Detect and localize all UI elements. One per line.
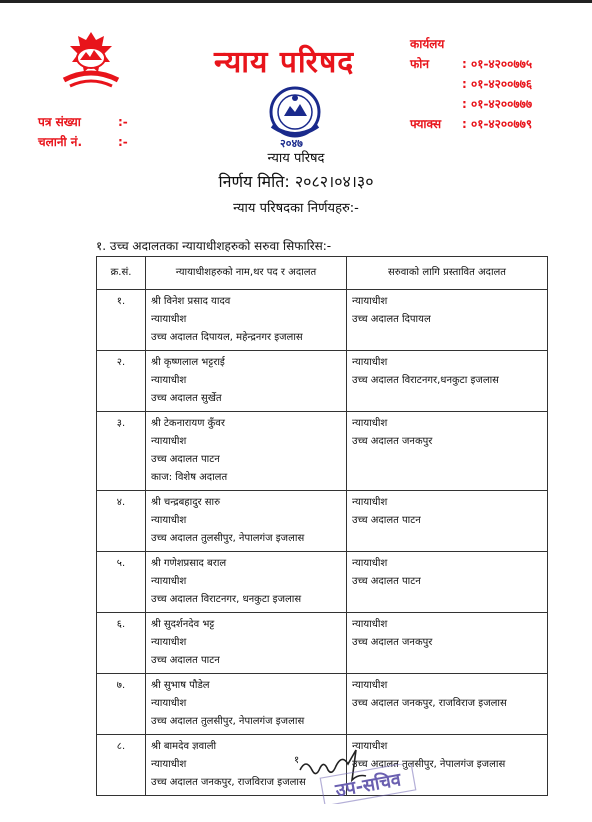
judge-cell [146,290,347,351]
page-number: १ [294,755,300,766]
table-row [97,290,548,351]
phone-label: फोन [410,57,430,71]
judge-name: श्री सुदर्शनदेव भट्ट [151,619,215,630]
judge-extra: काज: विशेष अदालत [151,472,228,483]
serial-number: ५. [97,552,146,613]
patra-label: पत्र संख्या [38,115,81,129]
judge-cell [146,491,347,552]
serial-number: ६. [97,613,146,674]
judge-name: श्री सुभाष पौडेल [151,680,210,691]
judge-name: श्री टेकनारायण कुँवर [151,418,225,429]
seal-year: २०४७ [280,137,303,150]
phone-row [410,74,532,94]
judge-cell [146,613,347,674]
judge-name: श्री बामदेव ज्ञवाली [151,741,217,752]
decision-date: निर्णय मिति: २०८२।०४।३० [218,172,374,191]
section-heading: १. उच्च अदालतका न्यायाधीशहरुको सरुवा सिफारिस:- [96,239,332,253]
judge-court: उच्च अदालत तुलसीपुर, नेपालगंज इजलास [151,533,305,544]
phone-number: : ०१-४२००७७६ [462,77,533,91]
proposed-court-cell [347,412,548,491]
proposed-court: उच्च अदालत पाटन [352,515,421,526]
logo-title: न्याय परिषद [214,45,355,80]
proposed-post: न्यायाधीश [352,680,388,691]
serial-number: ४. [97,491,146,552]
nepal-emblem-icon [56,26,126,92]
judge-cell [146,412,347,491]
judge-court: उच्च अदालत सुर्खेत [151,393,222,404]
judge-name: श्री गणेशप्रसाद बराल [151,558,227,569]
proposed-court: उच्च अदालत दिपायल [352,314,431,325]
deputy-secretary-stamp [316,764,420,804]
judge-post: न्यायाधीश [151,436,187,447]
proposed-post: न्यायाधीश [352,357,388,368]
org-name: न्याय परिषद [267,151,325,166]
phone-row [410,54,532,74]
proposed-court: उच्च अदालत तुलसीपुर, नेपालगंज इजलास [352,759,506,770]
judge-cell [146,351,347,412]
proposed-post: न्यायाधीश [352,619,388,630]
proposed-court: उच्च अदालत जनकपुर [352,436,433,447]
chalani-label: चलानी नं. [38,135,83,149]
judge-court: उच्च अदालत विराटनगर, धनकुटा इजलास [151,594,302,605]
column-header: सरुवाको लागि प्रस्तावित अदालत [347,257,548,290]
proposed-post: न्यायाधीश [352,497,388,508]
phone-number: : ०१-४२००७७५ [462,57,533,71]
proposed-court: उच्च अदालत जनकपुर, राजविराज इजलास [352,698,507,709]
decisions-heading: न्याय परिषदका निर्णयहरु:- [233,201,359,216]
judge-court: उच्च अदालत पाटन [151,454,220,465]
judge-post: न्यायाधीश [151,375,187,386]
proposed-post: न्यायाधीश [352,558,388,569]
judge-cell [146,552,347,613]
transfer-table [96,256,548,796]
serial-number: ३. [97,412,146,491]
svg-text:उप-सचिव: उप-सचिव [334,769,403,802]
serial-number: १. [97,290,146,351]
table-row [97,412,548,491]
judge-court: उच्च अदालत जनकपुर, राजविराज इजलास [151,777,306,788]
judge-cell [146,674,347,735]
proposed-court: उच्च अदालत विराटनगर,धनकुटा इजलास [352,375,499,386]
table-row [97,613,548,674]
proposed-court: उच्च अदालत जनकपुर [352,637,433,648]
chalani-value: :- [118,135,128,149]
judge-post: न्यायाधीश [151,515,187,526]
serial-number: ७. [97,674,146,735]
fax-label: फ्याक्स [410,117,442,131]
proposed-court-cell [347,674,548,735]
judge-court: उच्च अदालत दिपायल, महेन्द्रनगर इजलास [151,332,303,343]
judge-post: न्यायाधीश [151,759,187,770]
proposed-court: उच्च अदालत पाटन [352,576,421,587]
judge-court: उच्च अदालत पाटन [151,655,220,666]
top-border [0,0,592,3]
reference-block [38,112,128,152]
proposed-post: न्यायाधीश [352,418,388,429]
office-heading: कार्यलय [410,37,445,51]
judge-post: न्यायाधीश [151,698,187,709]
proposed-post: न्यायाधीश [352,741,388,752]
proposed-post: न्यायाधीश [352,296,388,307]
judge-post: न्यायाधीश [151,637,187,648]
fax-number: : ०१-४२००७७९ [462,117,533,131]
proposed-court-cell [347,552,548,613]
judge-name: श्री कृष्णलाल भट्टराई [151,357,225,368]
table-header-row [97,257,548,290]
judge-post: न्यायाधीश [151,576,187,587]
fax-row [410,114,532,134]
table-row [97,351,548,412]
proposed-court-cell [347,351,548,412]
judge-name: श्री चन्द्रबहादुर सारु [151,497,221,508]
phone-number: : ०१-४२००७७७ [462,97,533,111]
column-header: न्यायाधीशहरुको नाम,थर पद र अदालत [146,257,347,290]
column-header: क्र.सं. [97,257,146,290]
serial-number: २. [97,351,146,412]
phone-row [410,94,532,114]
serial-number: ८. [97,735,146,796]
table-row [97,491,548,552]
proposed-court-cell [347,491,548,552]
proposed-court-cell [347,613,548,674]
judicial-council-seal-icon [262,86,328,142]
patra-value: :- [118,115,128,129]
judge-name: श्री विनेश प्रसाद यादव [151,296,231,307]
proposed-court-cell [347,290,548,351]
table-row [97,552,548,613]
judge-court: उच्च अदालत तुलसीपुर, नेपालगंज इजलास [151,716,305,727]
table-row [97,674,548,735]
judge-post: न्यायाधीश [151,314,187,325]
office-contact [410,34,532,134]
